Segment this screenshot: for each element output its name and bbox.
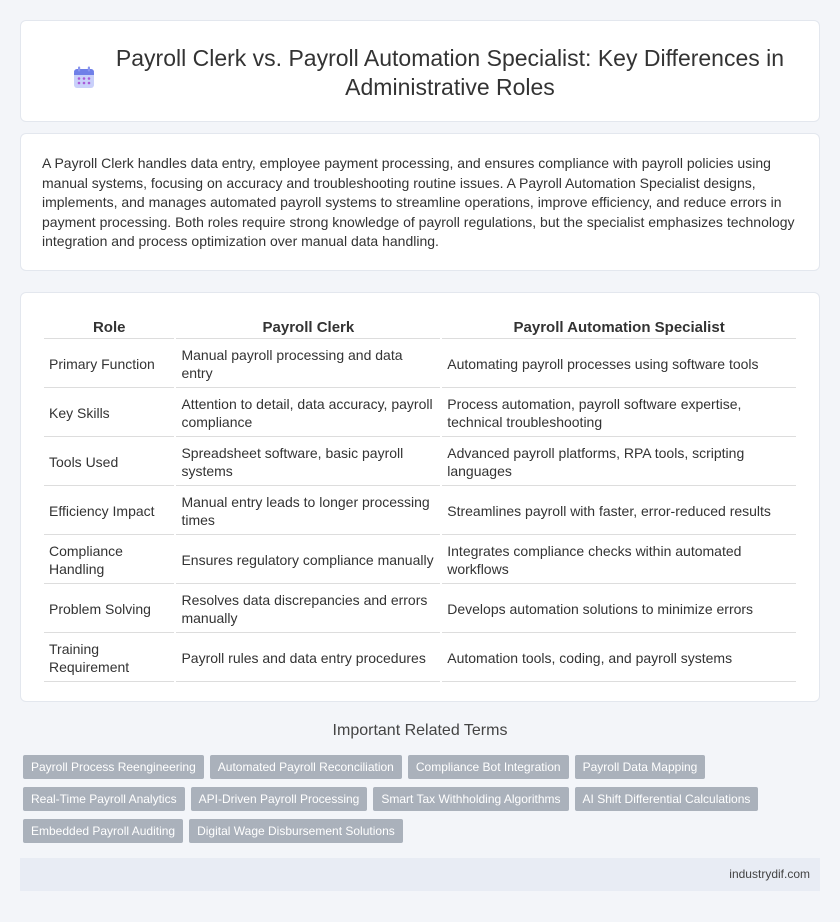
related-term-tag[interactable]: AI Shift Differential Calculations xyxy=(575,787,759,811)
title-card xyxy=(20,20,820,122)
related-term-tag[interactable]: API-Driven Payroll Processing xyxy=(191,787,368,811)
page-title: Payroll Clerk vs. Payroll Automation Specialist: Key Differences in Administrative Roles xyxy=(115,45,785,100)
specialist-cell: Streamlines payroll with faster, error-reduced results xyxy=(442,488,796,535)
related-term-tag[interactable]: Embedded Payroll Auditing xyxy=(23,819,183,843)
related-term-tag[interactable]: Payroll Data Mapping xyxy=(575,755,706,779)
column-header-automation-specialist: Payroll Automation Specialist xyxy=(442,319,796,339)
clerk-cell: Resolves data discrepancies and errors manually xyxy=(176,586,440,633)
clerk-cell: Manual entry leads to longer processing times xyxy=(176,488,440,535)
specialist-cell: Advanced payroll platforms, RPA tools, scripting languages xyxy=(442,439,796,486)
intro-card xyxy=(20,133,820,271)
related-terms-list xyxy=(23,755,803,843)
clerk-cell: Attention to detail, data accuracy, payroll compliance xyxy=(176,390,440,437)
table-row xyxy=(44,635,796,682)
table-row xyxy=(44,586,796,633)
row-label: Efficiency Impact xyxy=(44,488,174,535)
related-term-tag[interactable]: Compliance Bot Integration xyxy=(408,755,569,779)
table-row xyxy=(44,439,796,486)
column-header-role: Role xyxy=(44,319,174,339)
row-label: Compliance Handling xyxy=(44,537,174,584)
clerk-cell: Spreadsheet software, basic payroll systems xyxy=(176,439,440,486)
row-label: Training Requirement xyxy=(44,635,174,682)
related-term-tag[interactable]: Smart Tax Withholding Algorithms xyxy=(373,787,568,811)
specialist-cell: Develops automation solutions to minimize errors xyxy=(442,586,796,633)
table-header-row xyxy=(44,319,796,339)
table-row xyxy=(44,390,796,437)
related-terms-heading: Important Related Terms xyxy=(332,722,508,739)
table-row xyxy=(44,341,796,388)
comparison-table xyxy=(42,317,798,684)
related-term-tag[interactable]: Automated Payroll Reconciliation xyxy=(210,755,402,779)
table-row xyxy=(44,537,796,584)
clerk-cell: Payroll rules and data entry procedures xyxy=(176,635,440,682)
footer-bar xyxy=(20,858,820,891)
specialist-cell: Process automation, payroll software expertise, technical troubleshooting xyxy=(442,390,796,437)
comparison-card xyxy=(20,292,820,702)
clerk-cell: Ensures regulatory compliance manually xyxy=(176,537,440,584)
row-label: Problem Solving xyxy=(44,586,174,633)
related-term-tag[interactable]: Real-Time Payroll Analytics xyxy=(23,787,185,811)
footer-site-link[interactable]: industrydif.com xyxy=(729,867,810,881)
specialist-cell: Automation tools, coding, and payroll systems xyxy=(442,635,796,682)
table-row xyxy=(44,488,796,535)
related-term-tag[interactable]: Digital Wage Disbursement Solutions xyxy=(189,819,403,843)
column-header-payroll-clerk: Payroll Clerk xyxy=(176,319,440,339)
related-term-tag[interactable]: Payroll Process Reengineering xyxy=(23,755,204,779)
specialist-cell: Integrates compliance checks within automated workflows xyxy=(442,537,796,584)
row-label: Tools Used xyxy=(44,439,174,486)
clerk-cell: Manual payroll processing and data entry xyxy=(176,341,440,388)
specialist-cell: Automating payroll processes using software tools xyxy=(442,341,796,388)
row-label: Primary Function xyxy=(44,341,174,388)
row-label: Key Skills xyxy=(44,390,174,437)
intro-paragraph: A Payroll Clerk handles data entry, employee payment processing, and ensures compliance with payroll policies using manual systems, focusing on accuracy and troubleshooting routine issues. A Payroll Automation Specialist designs, implements, and manages automated payroll systems to streamline operations, improve efficiency, and reduce errors in payment processing. Both roles require strong knowledge of payroll regulations, but the specialist emphasizes technology integration and process optimization over manual data handling. xyxy=(42,155,795,250)
